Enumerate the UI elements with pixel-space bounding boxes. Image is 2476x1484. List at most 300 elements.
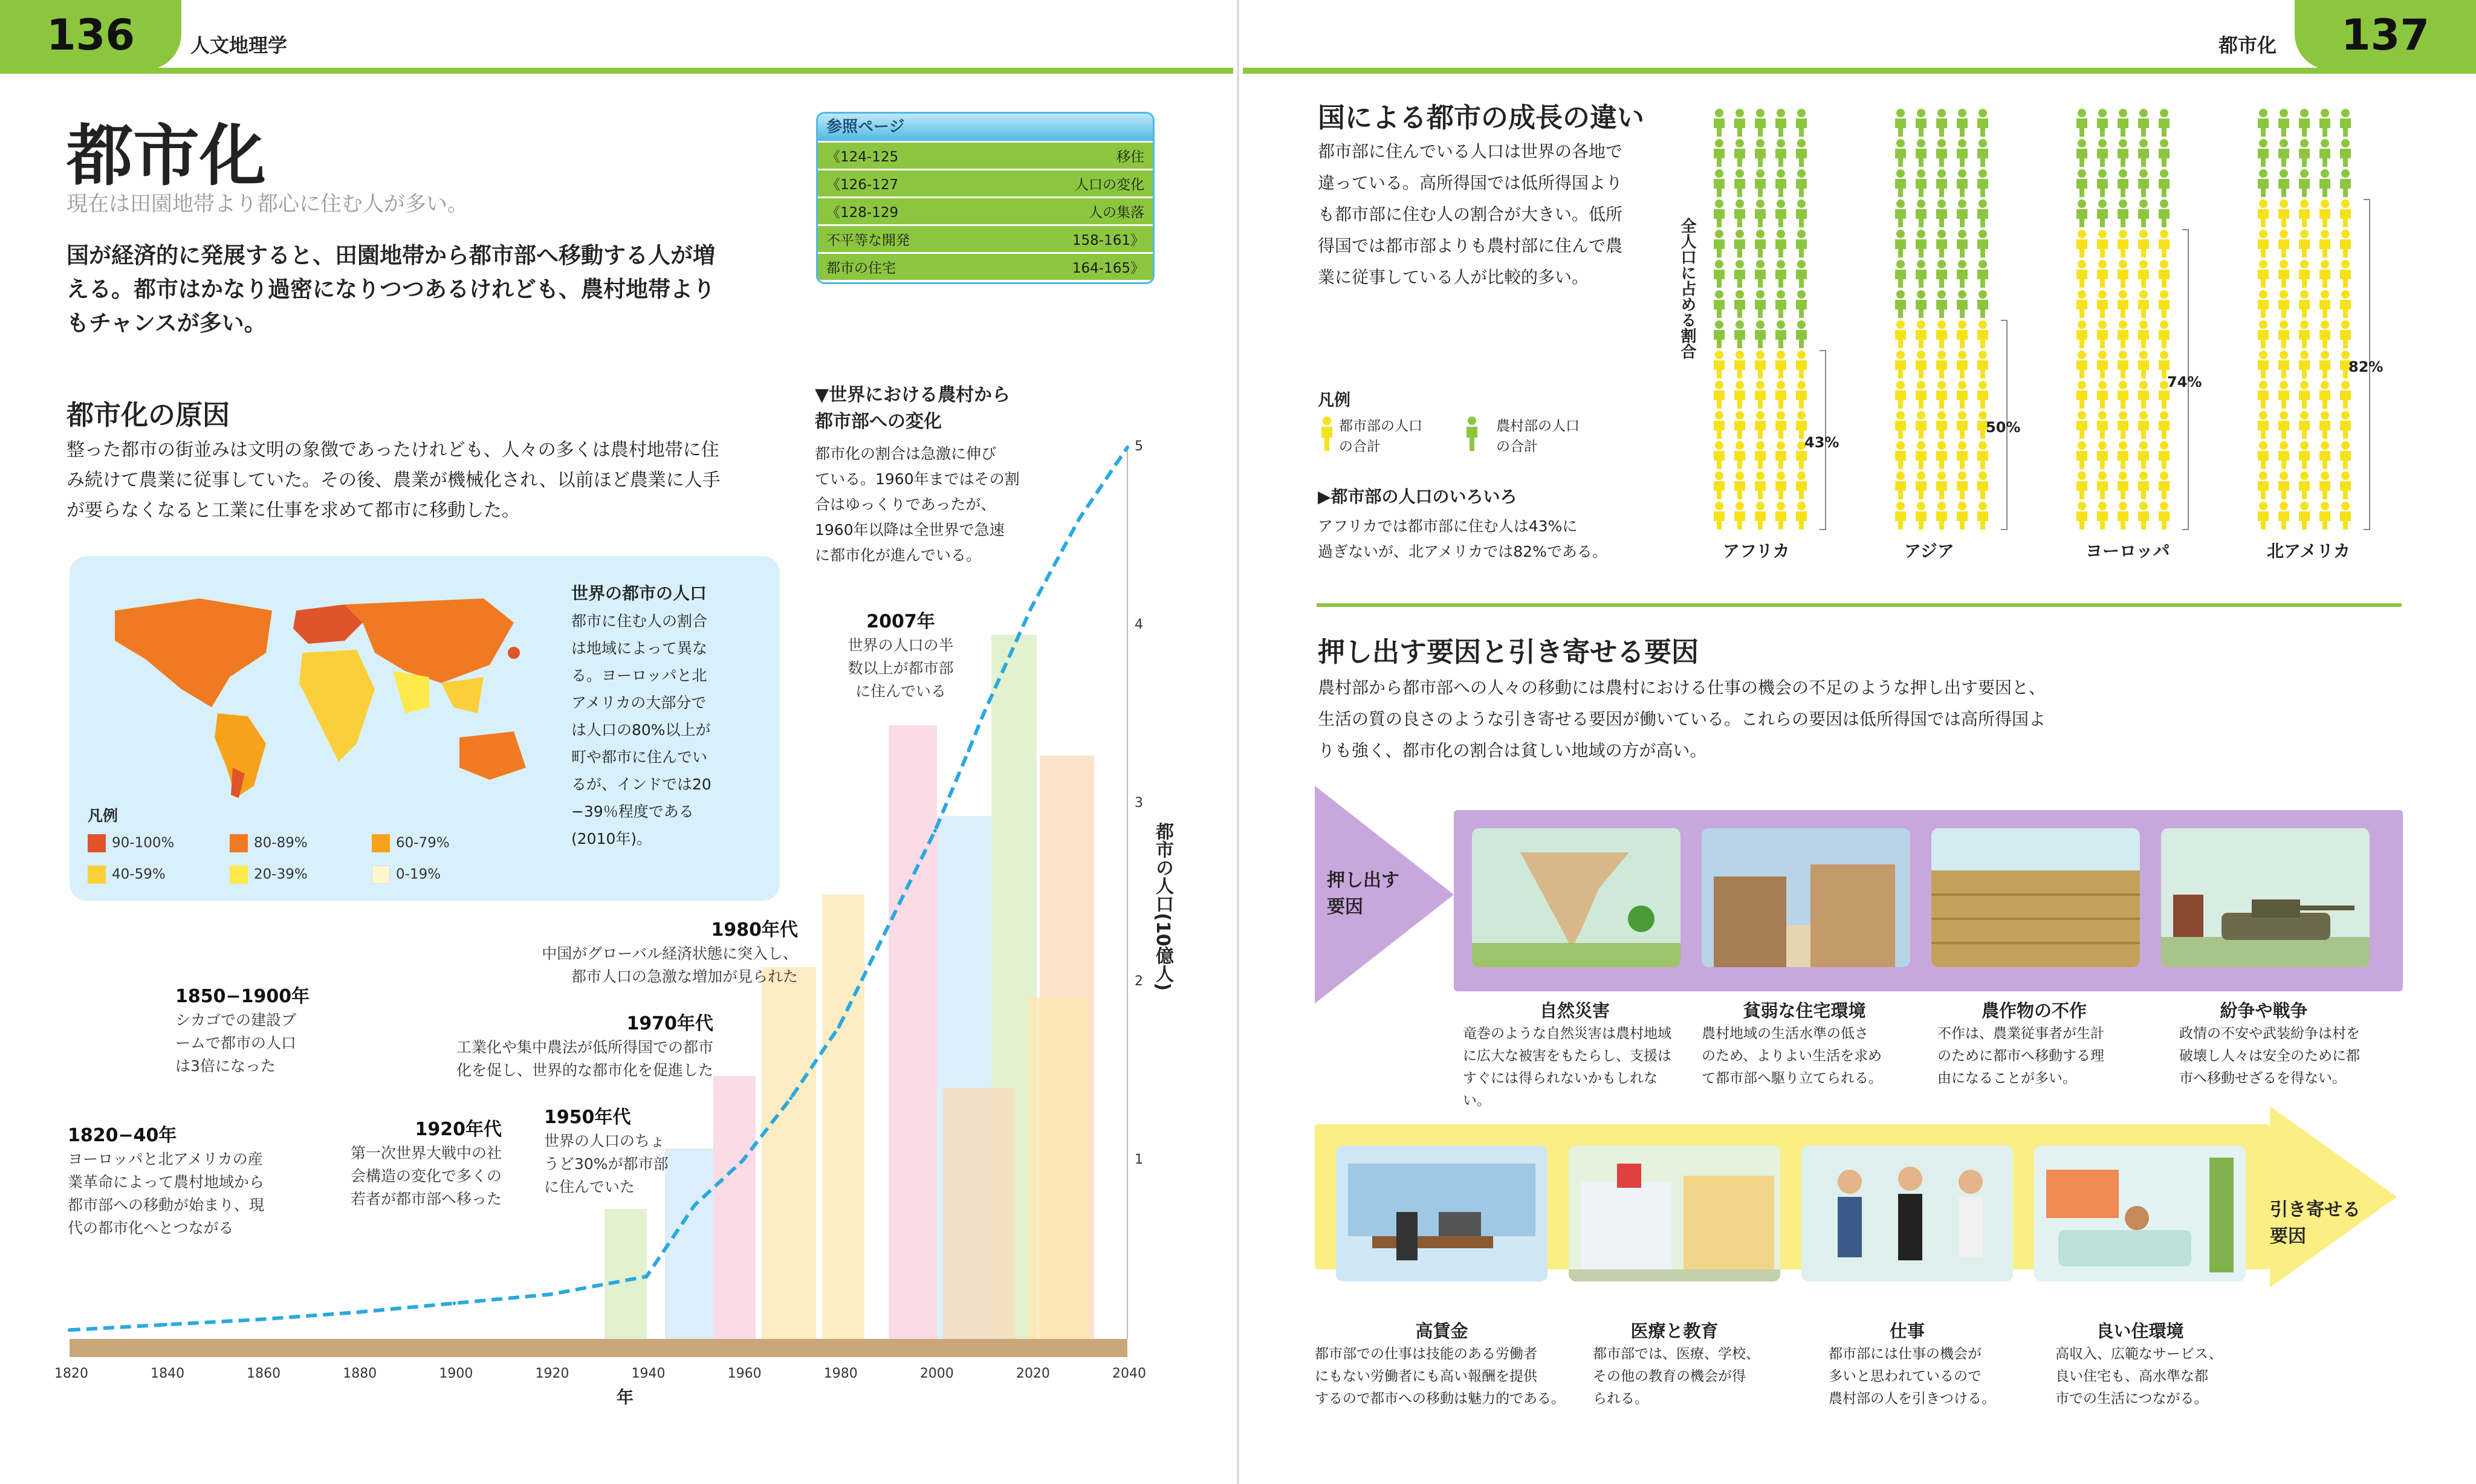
rural-person-icon — [1936, 199, 1947, 227]
rural-person-icon — [1916, 290, 1927, 318]
urban-person-icon — [1755, 441, 1766, 469]
urban-person-icon — [2278, 199, 2289, 227]
urban-person-icon — [1977, 351, 1988, 378]
page-gutter — [1237, 0, 1239, 1484]
rural-person-icon — [1957, 290, 1968, 318]
data-point — [164, 1323, 167, 1326]
x-tick-label: 2000 — [919, 1366, 954, 1381]
rural-person-icon — [2278, 139, 2289, 167]
urban-person-icon — [1936, 441, 1947, 469]
variety-body: アフリカでは都市部に住む人は43%に 過ぎないが、北アメリカでは82%である。 — [1318, 517, 1607, 560]
data-point — [548, 1292, 552, 1296]
urban-person-icon — [1714, 471, 1725, 499]
page-subtitle: 現在は田園地帯より都心に住む人が多い。 — [66, 192, 469, 216]
urban-person-icon — [2076, 411, 2087, 439]
urban-person-icon — [2097, 260, 2108, 288]
rural-person-icon — [2097, 169, 2108, 197]
urban-person-icon — [2076, 381, 2087, 409]
urban-person-icon — [2278, 351, 2289, 378]
rural-person-icon — [1714, 260, 1725, 288]
urban-person-icon — [1775, 441, 1786, 469]
push-factor-title: 紛争や戦争 — [2220, 1000, 2308, 1021]
region-label: アフリカ — [1723, 541, 1790, 561]
x-tick-label: 1820 — [54, 1366, 88, 1381]
push-label: 押し出す 要因 — [1327, 870, 1399, 918]
rural-person-icon — [1775, 230, 1786, 258]
section-divider — [1317, 603, 2402, 607]
map-legend-item: 90-100% — [88, 834, 174, 852]
urban-person-icon — [2138, 230, 2149, 258]
data-point — [933, 829, 937, 832]
urban-person-icon — [2319, 441, 2330, 469]
push-factor-desc: 不作は、農業従事者が生計 のために都市へ移動する理 由になることが多い。 — [1937, 1026, 2104, 1086]
urban-person-icon — [2138, 260, 2149, 288]
urban-person-icon — [2278, 381, 2289, 409]
urban-person-icon — [1957, 351, 1968, 378]
urban-person-icon — [2340, 441, 2351, 469]
left-section-name: 人文地理学 — [190, 34, 288, 57]
rural-person-icon — [2159, 169, 2170, 197]
background-building — [822, 895, 864, 1339]
urban-person-icon — [2340, 471, 2351, 499]
urban-person-icon — [1895, 381, 1906, 409]
urban-person-icon — [2258, 471, 2269, 499]
urban-person-icon — [2118, 290, 2128, 318]
urban-person-icon — [2076, 230, 2087, 258]
rural-person-icon — [1734, 169, 1745, 197]
rural-person-icon — [1714, 109, 1725, 137]
urban-person-icon — [2159, 411, 2170, 439]
rural-person-icon — [1734, 320, 1745, 348]
map-title: 世界の都市の人口 — [571, 583, 707, 603]
map-legend-title: 凡例 — [88, 807, 118, 825]
urban-person-icon — [2278, 502, 2289, 530]
data-point — [981, 713, 985, 717]
data-point — [693, 1204, 696, 1207]
reference-row[interactable]: 《126-127 人口の変化 — [818, 169, 1153, 196]
good-housing-illustration — [2034, 1145, 2246, 1281]
rural-person-icon — [2076, 139, 2087, 167]
rural-person-icon — [2340, 169, 2351, 197]
rural-person-icon — [1936, 109, 1947, 137]
rural-person-icon — [1796, 169, 1807, 197]
urban-person-icon — [2097, 471, 2108, 499]
urban-percentage-label: 82% — [2348, 358, 2384, 375]
map-legend-item: 80-89% — [230, 834, 308, 852]
urban-person-icon — [1895, 351, 1906, 378]
jobs-illustration — [1801, 1145, 2013, 1281]
rural-person-icon — [2299, 109, 2310, 137]
urban-person-icon — [2118, 230, 2128, 258]
urban-person-icon — [2097, 411, 2108, 439]
urban-person-icon — [1318, 416, 1336, 452]
data-point — [967, 749, 971, 753]
urban-person-icon — [1936, 381, 1947, 409]
rural-person-icon — [1775, 169, 1786, 197]
rural-person-icon — [2118, 109, 2128, 137]
urban-person-icon — [1734, 502, 1745, 530]
annotation-1850-1900: 1850−1900年 シカゴでの建設ブ ームで都市の人口 は3倍になった — [175, 986, 310, 1075]
rural-person-icon — [2258, 139, 2269, 167]
rural-person-icon — [2138, 139, 2149, 167]
rural-person-icon — [1796, 320, 1807, 348]
map-legend-item: 40-59% — [88, 866, 166, 884]
urban-person-icon — [1936, 320, 1947, 348]
urban-person-icon — [2159, 260, 2170, 288]
rural-person-icon — [1977, 169, 1988, 197]
urban-person-icon — [2076, 290, 2087, 318]
urban-person-icon — [2097, 230, 2108, 258]
urban-person-icon — [2258, 260, 2269, 288]
rural-person-icon — [2118, 169, 2128, 197]
rural-person-icon — [1796, 199, 1807, 227]
push-factor-title: 農作物の不作 — [1981, 1000, 2087, 1021]
pictogram-chart — [1699, 103, 2442, 574]
push-factor-desc: 竜巻のような自然災害は農村地域 に広大な被害をもたらし、支援は すぐには得られないかもしれない。 — [1463, 1026, 1671, 1109]
rural-person-icon — [1734, 139, 1745, 167]
urban-person-icon — [2299, 381, 2310, 409]
urban-person-icon — [1916, 471, 1927, 499]
urban-person-icon — [2299, 260, 2310, 288]
urban-person-icon — [1895, 502, 1906, 530]
data-point — [68, 1328, 71, 1332]
rural-person-icon — [1957, 260, 1968, 288]
urban-person-icon — [2319, 381, 2330, 409]
poor-housing-illustration — [1702, 828, 1910, 967]
urban-person-icon — [2258, 230, 2269, 258]
map-legend-item: 0-19% — [372, 866, 441, 884]
rural-person-icon — [2340, 139, 2351, 167]
urban-person-icon — [2097, 502, 2108, 530]
reference-row[interactable]: 《128-129 人の集落 — [818, 196, 1153, 224]
rural-person-icon — [1936, 260, 1947, 288]
urban-person-icon — [2319, 230, 2330, 258]
rural-person-icon — [1957, 199, 1968, 227]
x-tick-label: 1920 — [535, 1366, 569, 1381]
rural-person-icon — [2299, 139, 2310, 167]
rural-person-icon — [2319, 139, 2330, 167]
urban-person-icon — [2299, 290, 2310, 318]
urban-person-icon — [2319, 260, 2330, 288]
urban-person-icon — [2138, 290, 2149, 318]
urban-person-icon — [1916, 320, 1927, 348]
x-tick-label: 1880 — [343, 1366, 377, 1381]
rural-person-icon — [1775, 260, 1786, 288]
data-point — [1126, 446, 1129, 449]
rural-person-icon — [1936, 169, 1947, 197]
urban-person-icon — [1734, 351, 1745, 378]
urban-person-icon — [1714, 381, 1725, 409]
urban-person-icon — [1977, 441, 1988, 469]
y-tick-label: 3 — [1135, 795, 1143, 811]
rural-person-icon — [1796, 109, 1807, 137]
rural-person-icon — [1734, 260, 1745, 288]
rural-person-icon — [2138, 199, 2149, 227]
growth-body: 都市部に住んでいる人口は世界の各地で 違っている。高所得国では低所得国より も都市部に住む人の割合が大きい。低所 得国では都市部よりも農村部に住んで農 業に従事している人が比較的多い。 — [1318, 141, 1623, 287]
urban-person-icon — [2076, 320, 2087, 348]
background-building — [762, 967, 816, 1339]
urban-person-icon — [2097, 351, 2108, 378]
rural-person-icon — [1916, 199, 1927, 227]
urban-person-icon — [2258, 441, 2269, 469]
urban-person-icon — [1755, 411, 1766, 439]
urban-person-icon — [2319, 351, 2330, 378]
urban-person-icon — [2076, 260, 2087, 288]
urban-person-icon — [1977, 502, 1988, 530]
urban-person-icon — [1957, 471, 1968, 499]
rural-person-icon — [1936, 290, 1947, 318]
urban-person-icon — [1957, 441, 1968, 469]
causes-body: 整った都市の街並みは文明の象徴であったけれども、人々の多くは農村地帯に住 み続けて農業に従事していた。その後、農業が機械化され、以前ほど農業に人手 が要らなくなると工業に仕事を求めて都市に移動した。 — [66, 439, 721, 521]
reference-row[interactable]: 不平等な開発 158-161》 — [818, 224, 1153, 252]
urban-person-icon — [2076, 502, 2087, 530]
pull-label: 引き寄せる 要因 — [2270, 1199, 2361, 1247]
rural-person-icon — [1775, 139, 1786, 167]
rural-person-icon — [1936, 230, 1947, 258]
urban-person-icon — [2138, 411, 2149, 439]
urban-person-icon — [2340, 290, 2351, 318]
region-label: 北アメリカ — [2267, 541, 2351, 561]
rural-person-icon — [2319, 109, 2330, 137]
rural-person-icon — [2319, 169, 2330, 197]
reference-row[interactable]: 都市の住宅 164-165》 — [818, 252, 1153, 280]
map-caption: 都市に住む人の割合 は地域によって異な る。ヨーロッパと北 アメリカの大部分で は人口の80%以上が 町や都市に住んでい るが、インドでは20 −39％程度である (2010年)。 — [571, 612, 711, 847]
urban-person-icon — [1895, 320, 1906, 348]
push-factor-desc: 政情の不安や武装紛争は村を 破壊し人々は安全のために都 市へ移動せざるを得ない。 — [2179, 1026, 2360, 1086]
rural-person-icon — [1714, 199, 1725, 227]
causes-heading: 都市化の原因 — [66, 399, 230, 431]
urban-person-icon — [1796, 471, 1807, 499]
urban-person-icon — [2258, 502, 2269, 530]
reference-header: 参照ページ — [818, 114, 1153, 141]
growth-heading: 国による都市の成長の違い — [1318, 102, 1645, 134]
x-tick-label: 2020 — [1016, 1366, 1050, 1381]
rural-person-icon — [1916, 109, 1927, 137]
pull-factor-title: 良い住環境 — [2096, 1321, 2184, 1341]
data-point — [452, 1301, 456, 1305]
tornado-illustration — [1472, 828, 1680, 967]
region-label: アジア — [1904, 541, 1954, 561]
urban-person-icon — [2118, 502, 2128, 530]
rural-person-icon — [1755, 109, 1766, 137]
urban-person-icon — [2076, 441, 2087, 469]
data-point — [1077, 517, 1081, 520]
rural-person-icon — [1755, 169, 1766, 197]
urban-person-icon — [2076, 471, 2087, 499]
urban-person-icon — [1957, 320, 1968, 348]
rural-person-icon — [2299, 169, 2310, 197]
pushpull-body: 農村部から都市部への人々の移動には農村における仕事の機会の不足のような押し出す要因と、 生活の質の良さのような引き寄せる要因が働いている。これらの要因は低所得国では高所得国よ りも強く、都市化の割合は貧しい地域の方が高い。 — [1318, 678, 2046, 760]
rural-person-icon — [1734, 109, 1745, 137]
urban-person-icon — [1734, 411, 1745, 439]
data-point — [356, 1311, 360, 1314]
urban-person-icon — [1755, 471, 1766, 499]
rural-person-icon — [2118, 139, 2128, 167]
urban-person-icon — [2258, 381, 2269, 409]
urban-person-icon — [2340, 381, 2351, 409]
rural-person-icon — [1916, 169, 1927, 197]
rural-person-icon — [1755, 320, 1766, 348]
urban-person-icon — [2340, 260, 2351, 288]
rural-person-icon — [1977, 109, 1988, 137]
urban-person-icon — [2278, 260, 2289, 288]
data-point — [645, 1275, 649, 1278]
x-tick-label: 1940 — [631, 1366, 666, 1381]
page-title: 都市化 — [66, 117, 266, 195]
health-education-illustration — [1569, 1145, 1780, 1281]
rural-person-icon — [1714, 290, 1725, 318]
urban-person-icon — [1957, 411, 1968, 439]
rural-person-icon — [2097, 139, 2108, 167]
y-tick-label: 2 — [1135, 974, 1143, 989]
map-legend-item: 20-39% — [230, 866, 308, 884]
rural-person-icon — [1977, 290, 1988, 318]
urban-person-icon — [1936, 411, 1947, 439]
rural-person-icon — [1714, 230, 1725, 258]
urban-person-icon — [2159, 230, 2170, 258]
urban-person-icon — [2258, 351, 2269, 378]
pull-factor-title: 高賃金 — [1415, 1321, 1468, 1341]
urban-person-icon — [2097, 441, 2108, 469]
push-factor-title: 自然災害 — [1539, 1000, 1610, 1021]
rural-person-icon — [2340, 109, 2351, 137]
x-tick-label: 1860 — [247, 1366, 281, 1381]
urban-person-icon — [2138, 381, 2149, 409]
rural-person-icon — [1977, 260, 1988, 288]
rural-person-icon — [1775, 199, 1786, 227]
y-tick-label: 4 — [1135, 617, 1143, 632]
rural-person-icon — [1775, 320, 1786, 348]
urban-person-icon — [1957, 381, 1968, 409]
urban-person-icon — [2159, 320, 2170, 348]
rural-person-icon — [2159, 139, 2170, 167]
urban-person-icon — [1775, 411, 1786, 439]
urban-person-icon — [1796, 502, 1807, 530]
lead-paragraph: 国が経済的に発展すると、田園地帯から都市部へ移動する人が増 える。都市はかなり過密になりつつあるけれども、農村地帯より もチャンスが多い。 — [66, 242, 715, 336]
rural-person-icon — [2097, 109, 2108, 137]
urban-person-icon — [2097, 290, 2108, 318]
region-label: ヨーロッパ — [2085, 541, 2170, 561]
crop-failure-illustration — [1931, 828, 2140, 967]
urban-person-icon — [1895, 471, 1906, 499]
y-tick-label: 1 — [1135, 1152, 1143, 1167]
urban-person-icon — [2340, 411, 2351, 439]
urban-person-icon — [2159, 441, 2170, 469]
rural-person-icon — [1755, 199, 1766, 227]
urban-person-icon — [2278, 230, 2289, 258]
urban-person-icon — [2118, 260, 2128, 288]
urban-person-icon — [2159, 471, 2170, 499]
data-point — [885, 927, 889, 931]
urban-person-icon — [2118, 471, 2128, 499]
background-building — [713, 1076, 756, 1339]
right-section-name: 都市化 — [2218, 34, 2277, 57]
variety-title: ▶都市部の人口のいろいろ — [1318, 487, 1517, 507]
rural-person-icon — [1916, 260, 1927, 288]
rural-person-icon — [1977, 230, 1988, 258]
urban-person-icon — [1977, 471, 1988, 499]
background-building — [604, 1209, 647, 1339]
growth-legend-title: 凡例 — [1318, 391, 1350, 410]
rural-person-icon — [2076, 109, 2087, 137]
urban-person-icon — [2258, 290, 2269, 318]
legend-rural-label: 農村部の人口 の合計 — [1496, 418, 1580, 455]
rural-person-icon — [1714, 139, 1725, 167]
urban-person-icon — [1957, 502, 1968, 530]
rural-person-icon — [2159, 109, 2170, 137]
x-tick-label: 1840 — [151, 1366, 185, 1381]
background-building — [889, 725, 937, 1339]
annotation-1980s: 1980年代 中国がグローバル経済状態に突入し、 都市人口の急激な増加が見られた — [542, 919, 798, 985]
urban-person-icon — [1916, 411, 1927, 439]
urban-person-icon — [2340, 230, 2351, 258]
rural-person-icon — [1977, 199, 1988, 227]
urban-person-icon — [2319, 502, 2330, 530]
reference-row[interactable]: 《124-125 移住 — [818, 141, 1153, 169]
rural-person-icon — [1895, 139, 1906, 167]
rural-person-icon — [1755, 260, 1766, 288]
data-point — [837, 1025, 841, 1029]
rural-person-icon — [2076, 169, 2087, 197]
urban-person-icon — [2299, 441, 2310, 469]
urban-person-icon — [1916, 441, 1927, 469]
pull-factor-title: 医療と教育 — [1630, 1321, 1719, 1341]
rural-person-icon — [1463, 416, 1481, 452]
urban-person-icon — [2299, 320, 2310, 348]
urban-person-icon — [1734, 441, 1745, 469]
push-factor-title: 貧弱な住宅環境 — [1743, 1000, 1866, 1021]
data-point — [1029, 606, 1033, 610]
rural-person-icon — [2258, 109, 2269, 137]
urban-population-chart — [0, 0, 1233, 1484]
urban-person-icon — [2138, 502, 2149, 530]
rural-person-icon — [2278, 109, 2289, 137]
x-axis-band — [70, 1339, 1127, 1357]
urban-person-icon — [1775, 351, 1786, 378]
rural-person-icon — [1714, 320, 1725, 348]
y-axis-label: 都市の人口(10億人) — [1152, 822, 1173, 991]
rural-person-icon — [2258, 169, 2269, 197]
annotation-2007: 2007年 世界の人口の半 数以上が都市部 に住んでいる — [847, 611, 954, 700]
urban-person-icon — [1936, 471, 1947, 499]
urban-person-icon — [2278, 471, 2289, 499]
urban-person-icon — [2138, 471, 2149, 499]
urban-person-icon — [2097, 381, 2108, 409]
urban-person-icon — [2278, 441, 2289, 469]
x-tick-label: 1900 — [439, 1366, 473, 1381]
data-point — [741, 1159, 745, 1162]
annotation-1820-40: 1820−40年 ヨーロッパと北アメリカの産 業革命によって農村地域から 都市部への移動が始まり、現 代の都市化へとつながる — [68, 1125, 265, 1237]
urban-person-icon — [2278, 320, 2289, 348]
urban-person-icon — [2138, 351, 2149, 378]
urban-person-icon — [2340, 320, 2351, 348]
urban-person-icon — [1895, 411, 1906, 439]
rural-person-icon — [1895, 199, 1906, 227]
urban-person-icon — [2340, 199, 2351, 227]
rural-person-icon — [1895, 169, 1906, 197]
urban-person-icon — [2299, 411, 2310, 439]
rural-person-icon — [1957, 109, 1968, 137]
annotation-1970s: 1970年代 工業化や集中農法が低所得国での都市 化を促し、世界的な都市化を促進した — [456, 1013, 713, 1079]
urban-person-icon — [2097, 320, 2108, 348]
urban-person-icon — [2258, 320, 2269, 348]
rural-person-icon — [1796, 139, 1807, 167]
pictogram-axis-label: 全人口に占める割合 — [1678, 218, 1696, 359]
urban-person-icon — [2278, 411, 2289, 439]
rural-person-icon — [1734, 290, 1745, 318]
urban-person-icon — [2118, 381, 2128, 409]
rural-person-icon — [1755, 290, 1766, 318]
